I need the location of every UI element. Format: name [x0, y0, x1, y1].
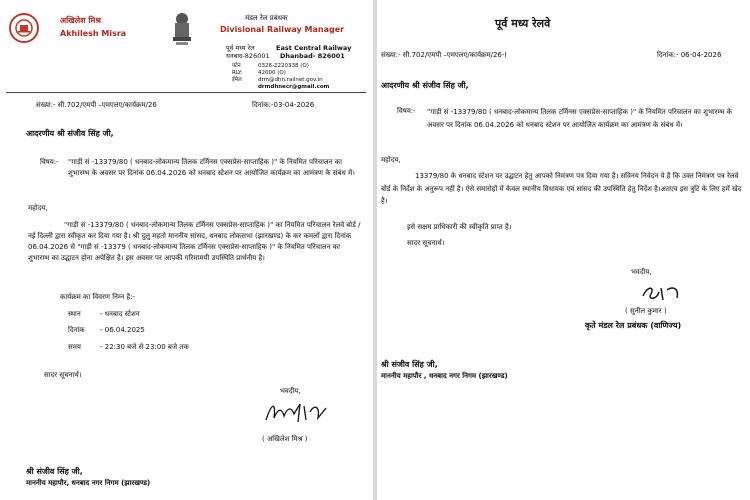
program-heading: कार्यक्रम का विवरण निम्न है:- — [60, 293, 135, 301]
header-divider — [6, 92, 366, 93]
approval-text: इसे सक्षम प्राधिकारी की स्वीकृति प्राप्त है। — [407, 223, 512, 231]
greeting: महोदय, — [28, 204, 48, 212]
office-english: Divisional Railway Manager — [220, 25, 345, 34]
phone-value: 0326-2220338 (O) — [258, 63, 309, 69]
sender-english-name: Akhilesh Misra — [60, 29, 127, 38]
letterhead-title: पूर्व मध्य रेलवे — [495, 17, 551, 30]
email-value-2: drmdhnecr@gmail.com — [258, 84, 330, 90]
phone-label: फोन — [232, 63, 241, 69]
rly-label: RLY: — [232, 70, 243, 76]
signature-icon — [262, 398, 332, 428]
program-value: - 22:30 बजे से 23:00 बजे तक — [100, 343, 189, 351]
closing: सादर सूचनार्थ। — [407, 239, 445, 247]
railway-english: East Central Railway — [276, 44, 352, 52]
email-value-1: drm@dhn.railnet.gov.in — [258, 77, 323, 83]
reference-number: संख्या:- सी.702/एमपी –एमएलए/कार्यक्रम/26-I — [381, 51, 507, 59]
reference-number: संख्या:- सी.702/एमपी –एमएलए/कार्यक्रम/26 — [36, 101, 157, 109]
salutation: आदरणीय श्री संजीव सिंह जी, — [381, 81, 469, 90]
closing: सादर सूचनार्थ। — [44, 371, 82, 379]
city-hindi: धनबाद-826001 — [226, 52, 270, 60]
letter-right — [377, 0, 750, 500]
letter-left — [0, 0, 373, 500]
office-hindi: मंडल रेल प्रबंधक — [245, 14, 288, 22]
signature-name: ( अखिलेश मिश्र ) — [262, 435, 308, 443]
yours-faithfully: भवदीय, — [280, 387, 301, 395]
national-emblem-icon — [170, 10, 194, 48]
program-label: स्थान — [68, 310, 81, 318]
email-label: ईमेल — [232, 77, 242, 83]
sender-hindi-name: अखिलेश मिश्र — [60, 16, 101, 25]
recipient-name: श्री संजीव सिंह जी, — [26, 467, 83, 476]
letter-date: दिनांक:-03-04-2026 — [252, 101, 315, 109]
greeting: महोदय, — [381, 156, 401, 164]
body-text: "गाड़ी सं -13379/80 ( धनबाद-लोकमान्य तिलक टर्मिनस एक्सप्रेस-साप्ताहिक )" का नियमित परिचालन रेलवे बोर्ड / नई दिल्ली द्वारा स्वीकृत कर दिया गया है। श्री दुलु महतो माननीय सांसद, धनबाद लोकसभा (झारखण्ड) के कर कमलों द्वारा दिनांक 06.04.2026 से "गाड़ी सं -13379 ( धनबाद-लोकमान्य तिलक टर्मिनस एक्सप्रेस-साप्ताहिक )" के नियमित परिचालन का शुभारम्भ का उद्घाटन होना अपेक्षित है। इस अवसर पर आपकी गरिमामयी उपस्थिति प्रार्थनीय है। — [28, 221, 361, 262]
signature-name: ( सुनील कुमार ) — [625, 307, 667, 315]
program-value: - 06.04.2025 — [100, 326, 145, 334]
city-english: Dhanbad- 826001 — [280, 52, 345, 60]
subject-label: विषय:- — [40, 158, 59, 166]
yours-faithfully: भवदीय, — [631, 268, 652, 276]
recipient-title: माननीय महापौर , धनबाद नगर निगम (झारखण्ड) — [381, 372, 508, 380]
subject-text: "गाड़ी सं -13379/80 ( धनबाद-लोकमान्य तिलक टर्मिनस एक्सप्रेस-साप्ताहिक )" के नियमित परिचालन का शुभारम्भ के अवसर पर दिनांक 06.04.2026 को धनबाद स्टेशन पर आयोजित कार्यक्रम का आमंत्रण के संबंध में। — [427, 108, 733, 129]
recipient-title: माननीय महापौर, धनबाद नगर निगम (झारखण्ड) — [26, 479, 151, 487]
subject-label: विषय:- — [397, 107, 416, 115]
program-label: दिनांक — [68, 326, 85, 334]
signature-icon — [639, 282, 685, 304]
salutation: आदरणीय श्री संजीव सिंह जी, — [26, 129, 114, 138]
signature-title: कृते मंडल रेल प्रबंधक (वाणिज्य) — [585, 321, 682, 330]
program-label: समय — [68, 343, 81, 351]
recipient-name: श्री संजीव सिंह जी, — [381, 360, 438, 369]
rly-value: 42000 (O) — [258, 70, 286, 76]
letter-date: दिनांक:- 06-04-2026 — [657, 51, 722, 59]
railway-logo-icon — [9, 13, 39, 43]
subject-text: "गाड़ी सं -13379/80 ( धनबाद-लोकमान्य तिलक टर्मिनस एक्सप्रेस-साप्ताहिक )" के नियमित परिचालन का शुभारम्भ के अवसर पर दिनांक 06.04.2026 को धनबाद स्टेशन पर आयोजित कार्यक्रम का आमंत्रण के संबंध में। — [68, 158, 355, 177]
railway-hindi: पूर्व मध्य रेल — [226, 44, 255, 52]
program-value: - धनबाद स्टेशन — [100, 310, 140, 318]
body-text: 13379/80 के धनबाद स्टेशन पर उद्घाटन हेतु आपको निमंत्रण पत्र दिया गया है। सविनय निवेदन ये है कि उक्त निमंत्रण पत्र रेलवे बोर्ड के निर्देश के अनुरूप नहीं है। ऐसे समारोहों में केवल स्थानीय विधायक एवं सांसद की उपस्थिति हेतु निर्देश है।अतएव इस त्रुटि के लिए हमें खेद है। — [381, 172, 742, 205]
